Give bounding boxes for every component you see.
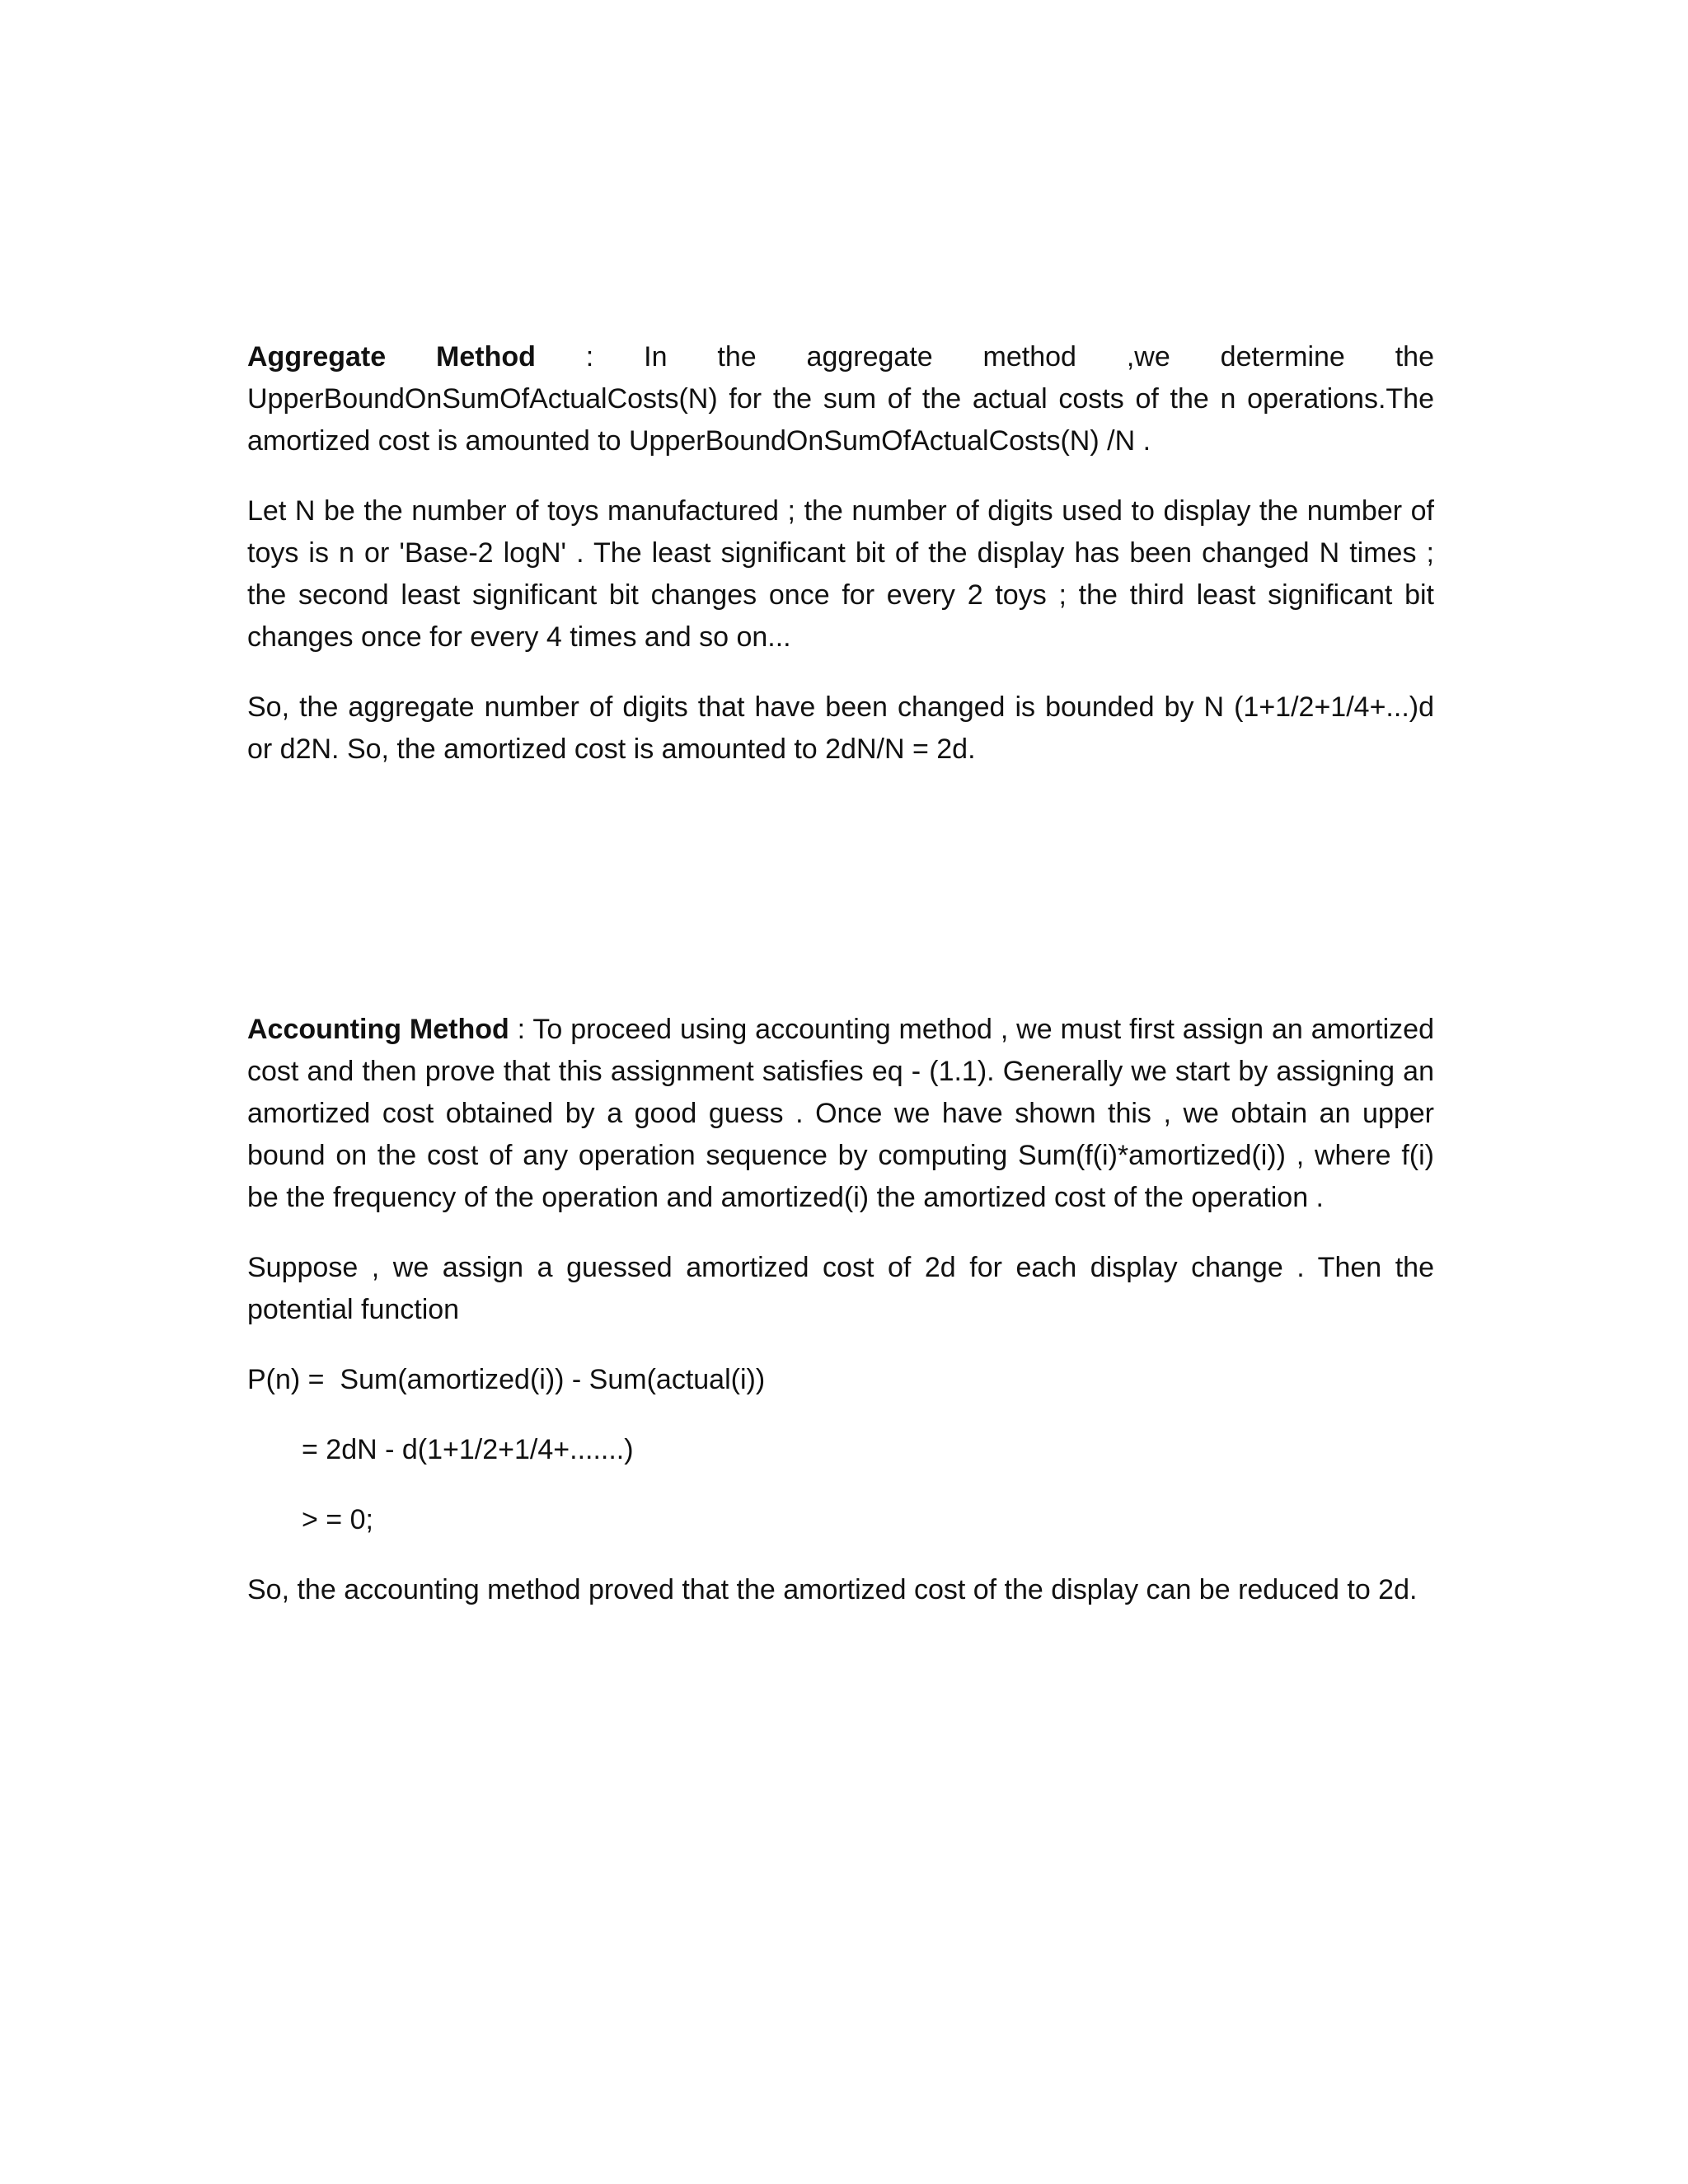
aggregate-intro-text: : In the aggregate method ,we determine the UpperBoundOnSumOfActualCosts(N) for the sum of the actual costs of the n operations.The amortized cost is amounted to UpperBoundOnSumOfActualCosts(N) /N . — [247, 341, 1435, 457]
potential-inequality-line: > = 0; — [302, 1504, 373, 1535]
accounting-intro-text: : To proceed using accounting method , we must first assign an amortized cost and then prove that this assignment satisfies eq - (1.1). Generally we start by assigning an amortized cost obtained by a good guess . Once we have shown this , we obtain an upper bound on the cost of any operation sequence by computing Sum(f(i)*amortized(i)) , where f(i) be the frequency of the operation and amortized(i) the amortized cost of the operation . — [247, 1014, 1434, 1213]
aggregate-method-section — [247, 336, 1434, 771]
aggregate-method-heading: Aggregate Method — [247, 341, 536, 373]
aggregate-intro-paragraph — [247, 336, 1434, 462]
accounting-method-section — [247, 1009, 1434, 1611]
potential-equation-line: P(n) = Sum(amortized(i)) - Sum(actual(i)) — [247, 1364, 766, 1395]
aggregate-conclusion-paragraph: So, the aggregate number of digits that have been changed is bounded by N (1+1/2+1/4+...)d or d2N. So, the amortized cost is amounted to 2dN/N = 2d. — [247, 691, 1434, 765]
accounting-guess-paragraph: Suppose , we assign a guessed amortized cost of 2d for each display change . Then the potential function — [247, 1252, 1434, 1325]
accounting-intro-paragraph — [247, 1009, 1434, 1219]
aggregate-toys-paragraph: Let N be the number of toys manufactured ; the number of digits used to display the number of toys is n or 'Base-2 logN' . The least significant bit of the display has been changed N times ; the second least significant bit changes once for every 2 toys ; the third least significant bit changes once for every 4 times and so on... — [247, 495, 1434, 653]
potential-expansion-line: = 2dN - d(1+1/2+1/4+.......) — [302, 1434, 634, 1465]
accounting-conclusion-paragraph: So, the accounting method proved that the amortized cost of the display can be reduced to 2d. — [247, 1574, 1418, 1605]
accounting-method-heading: Accounting Method — [247, 1014, 509, 1045]
